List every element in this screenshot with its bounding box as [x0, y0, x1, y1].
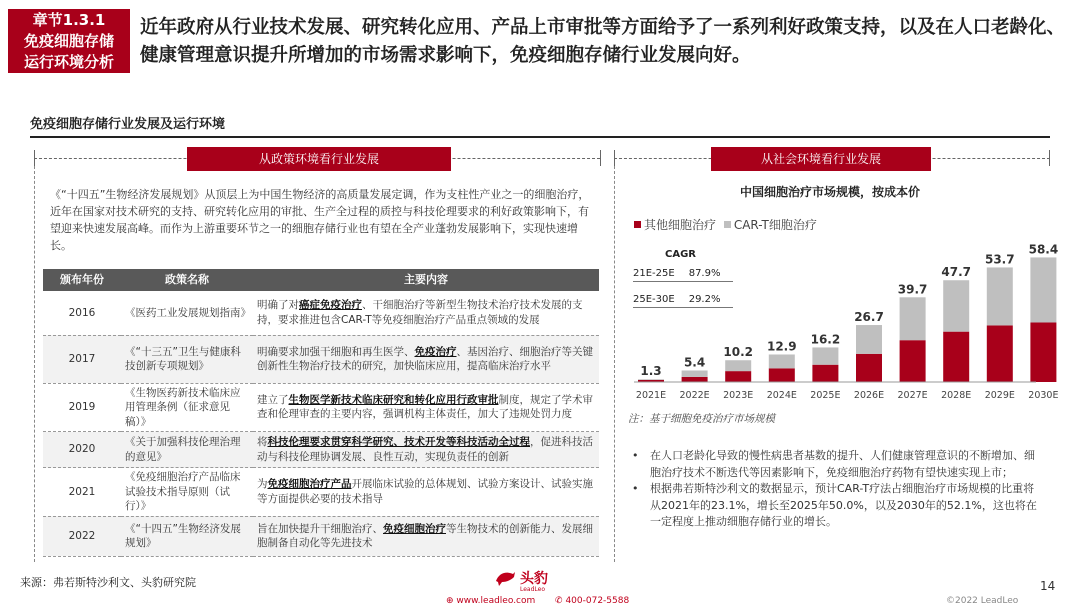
cagr-value: 87.9%	[688, 268, 721, 279]
policy-intro: 《“十四五”生物经济发展规划》从顶层上为中国生物经济的高质量发展定调，作为支柱性产业之一的细胞治疗，近年在国家对技术研究的支持、研究转化应用的审批、生产全过程的质控与科技伦理要求的利好政策影响下，有望迎来快速发展高峰。而作为上游重要环节之一的细胞存储行业也有望在全产业蓬勃发展影响下，实现快速增长。	[50, 188, 590, 252]
policy-content-text: 为	[257, 478, 268, 491]
policy-table-row	[43, 516, 599, 556]
policy-year: 2019	[43, 383, 121, 432]
bar-car-t	[1030, 257, 1056, 322]
market-size-bar-chart	[630, 230, 1059, 405]
bar-car-t	[725, 360, 751, 371]
phone-icon: ✆	[555, 596, 563, 606]
policy-content-text: 明确要求加强干细胞和再生医学、	[257, 345, 415, 358]
bar-other-cell-therapy	[987, 325, 1013, 382]
page-headline: 近年政府从行业技术发展、研究转化应用、产品上市审批等方面给予了一系列利好政策支持，以及在人口老龄化、健康管理意识提升所增加的市场需求影响下，免疫细胞存储行业发展向好。	[140, 17, 1066, 66]
policy-table-body	[43, 291, 599, 556]
bar-car-t	[812, 347, 838, 364]
x-tick-label: 2028E	[941, 390, 972, 401]
policy-year: 2020	[43, 432, 121, 468]
policy-content-highlight: 免疫治疗	[414, 345, 457, 358]
source-note: 来源：弗若斯特沙利文、头豹研究院	[20, 576, 196, 589]
logo-subtext: LeadLeo	[520, 586, 546, 593]
bar-other-cell-therapy	[812, 365, 838, 382]
legend-label-other: 其他细胞治疗	[644, 218, 717, 232]
bar-other-cell-therapy	[1030, 322, 1056, 382]
policy-content-text: 明确了对	[257, 299, 299, 312]
contact-info	[446, 596, 629, 606]
policy-content-highlight: 免疫细胞治疗产品	[267, 478, 352, 491]
bullet-item: • 在人口老龄化导致的慢性病患者基数的提升、人们健康管理意识的不断增加、细胞治疗技术不断迭代等因素影响下，免疫细胞治疗药物有望快速实现上市；	[632, 448, 1044, 481]
bar-car-t	[987, 267, 1013, 325]
policy-year: 2016	[43, 291, 121, 335]
x-tick-label: 2030E	[1028, 390, 1059, 401]
policy-content-text: ，促进科技活动与科技伦理协调发展、良性互动，实现负责任的创新	[257, 436, 593, 463]
leopard-icon	[494, 567, 516, 589]
chart-title: 中国细胞治疗市场规模，按成本价	[739, 185, 920, 199]
policy-name: 《生物医药新技术临床应用管理条例（征求意见稿）》	[121, 383, 253, 432]
page-number: 14	[1040, 579, 1056, 593]
policy-content	[253, 383, 599, 432]
policy-content-text: 、基因治疗、细胞治疗等关键创新性生物治疗技术的研究，加快临床应用，提高临床治疗水平	[257, 345, 593, 372]
bar-total-label: 10.2	[723, 345, 754, 360]
bar-total-label: 39.7	[897, 282, 928, 297]
policy-table-row	[43, 291, 599, 335]
policy-content	[253, 335, 599, 383]
policy-content	[253, 291, 599, 335]
policy-content-text: 开展临床试验的总体规划、试验方案设计、试验实施等方面提供必要的技术指导	[257, 478, 593, 505]
bar-other-cell-therapy	[943, 332, 969, 382]
copyright: ©2022 LeadLeo	[946, 596, 1019, 606]
x-tick-label: 2023E	[723, 390, 754, 401]
policy-year: 2017	[43, 335, 121, 383]
policy-content-text: 建立了	[257, 393, 289, 406]
policy-table-row	[43, 335, 599, 383]
chart-note: 注：基于细胞免疫治疗市场规模	[628, 413, 775, 425]
policy-table-header-row	[43, 269, 599, 291]
cagr-label: CAGR	[665, 249, 696, 260]
column-header-name: 政策名称	[121, 269, 253, 291]
bar-other-cell-therapy	[725, 371, 751, 382]
policy-table-row	[43, 383, 599, 432]
policy-content	[253, 432, 599, 468]
column-header-year: 颁布年份	[43, 269, 121, 291]
policy-content-text: 将	[257, 436, 268, 448]
bar-total-label: 1.3	[640, 364, 662, 379]
policy-content-highlight: 生物医学新技术临床研究和转化应用行政审批	[288, 393, 499, 406]
column-header-content: 主要内容	[253, 269, 599, 291]
x-tick-label: 2027E	[897, 390, 928, 401]
legend-label-car-t: CAR-T细胞治疗	[733, 218, 817, 232]
bar-car-t	[638, 379, 664, 380]
policy-name: 《关于加强科技伦理治理的意见》	[121, 432, 253, 468]
leadleo-logo	[494, 567, 558, 593]
section-badge	[8, 9, 130, 73]
sub-title-rule	[30, 136, 1050, 138]
bar-total-label: 58.4	[1028, 242, 1059, 257]
policy-content	[253, 468, 599, 517]
bar-car-t	[856, 325, 882, 354]
sub-title: 免疫细胞存储行业发展及运行环境	[30, 117, 226, 132]
x-tick-label: 2025E	[810, 390, 841, 401]
policy-year: 2021	[43, 468, 121, 517]
policy-table-row	[43, 468, 599, 517]
x-tick-label: 2029E	[984, 390, 1015, 401]
policy-name: 《免疫细胞治疗产品临床试验技术指导原则（试行）》	[121, 468, 253, 517]
bar-total-label: 16.2	[810, 332, 841, 347]
policy-name: 《“十四五”生物经济发展规划》	[121, 516, 253, 556]
bar-other-cell-therapy	[900, 340, 926, 382]
x-tick-label: 2024E	[766, 390, 797, 401]
social-section-label: 从社会环境看行业发展	[711, 147, 931, 171]
policy-name: 《医药工业发展规划指南》	[121, 291, 253, 335]
bar-total-label: 47.7	[941, 265, 972, 280]
bar-total-label: 12.9	[766, 339, 797, 354]
bar-car-t	[943, 280, 969, 331]
policy-content-text: 旨在加快提升干细胞治疗、	[257, 522, 383, 535]
bar-car-t	[769, 354, 795, 368]
policy-section-label: 从政策环境看行业发展	[187, 147, 451, 171]
cagr-value: 29.2%	[688, 294, 721, 305]
right-column-border	[614, 166, 615, 562]
policy-content-highlight: 癌症免疫治疗	[299, 299, 362, 312]
bar-total-label: 5.4	[683, 355, 706, 370]
bar-car-t	[682, 370, 708, 376]
bar-other-cell-therapy	[682, 377, 708, 382]
logo-text: 头豹	[520, 571, 548, 587]
policy-name: 《“十三五”卫生与健康科技创新专项规划》	[121, 335, 253, 383]
cagr-period: 25E-30E	[633, 294, 675, 305]
legend-swatch-car-t	[724, 221, 731, 228]
bullet-item: • 根据弗若斯特沙利文的数据显示，预计CAR-T疗法占细胞治疗市场规模的比重将从2021年的23.1%，增长至2025年50.0%，以及2030年的52.1%，这也将在一定程度上推动细胞存储行业的增长。	[632, 481, 1044, 531]
cagr-period: 21E-25E	[633, 268, 675, 279]
phone-number: 400-072-5588	[565, 596, 630, 606]
social-bullets	[632, 448, 1044, 531]
bar-total-label: 26.7	[854, 310, 884, 325]
policy-table-row	[43, 432, 599, 468]
policy-year: 2022	[43, 516, 121, 556]
policy-table	[43, 269, 599, 557]
bar-total-label: 53.7	[984, 252, 1015, 267]
website-link[interactable]: www.leadleo.com	[456, 596, 536, 606]
x-tick-label: 2022E	[679, 390, 710, 401]
policy-content	[253, 516, 599, 556]
section-badge-line: 免疫细胞存储	[23, 32, 114, 50]
policy-content-highlight: 免疫细胞治疗	[383, 522, 446, 535]
policy-content-highlight: 科技伦理要求贯穿科学研究、技术开发等科技活动全过程	[267, 436, 530, 448]
bar-car-t	[900, 297, 926, 340]
left-column-border	[34, 166, 35, 562]
bar-other-cell-therapy	[856, 354, 882, 382]
bar-other-cell-therapy	[769, 368, 795, 382]
policy-content-text: 等生物技术的创新能力、发展细胞制备自动化等先进技术	[257, 522, 593, 549]
section-divider-tick	[600, 150, 601, 166]
legend-swatch-other	[634, 221, 641, 228]
globe-icon: ⊕	[446, 596, 454, 606]
section-badge-line: 章节1.3.1	[32, 11, 106, 29]
policy-content-text: 制度，规定了学术审查和伦理审查的主要内容，强调机构主体责任，加大了违规处罚力度	[257, 393, 593, 421]
x-tick-label: 2021E	[635, 390, 667, 401]
section-badge-line: 运行环境分析	[23, 53, 114, 71]
x-tick-label: 2026E	[853, 390, 885, 401]
section-divider-tick	[1049, 150, 1050, 166]
policy-content-text: 、干细胞治疗等新型生物技术治疗技术发展的支持，要求推进包含CAR-T等免疫细胞治疗产品重点领域的发展	[257, 299, 583, 326]
